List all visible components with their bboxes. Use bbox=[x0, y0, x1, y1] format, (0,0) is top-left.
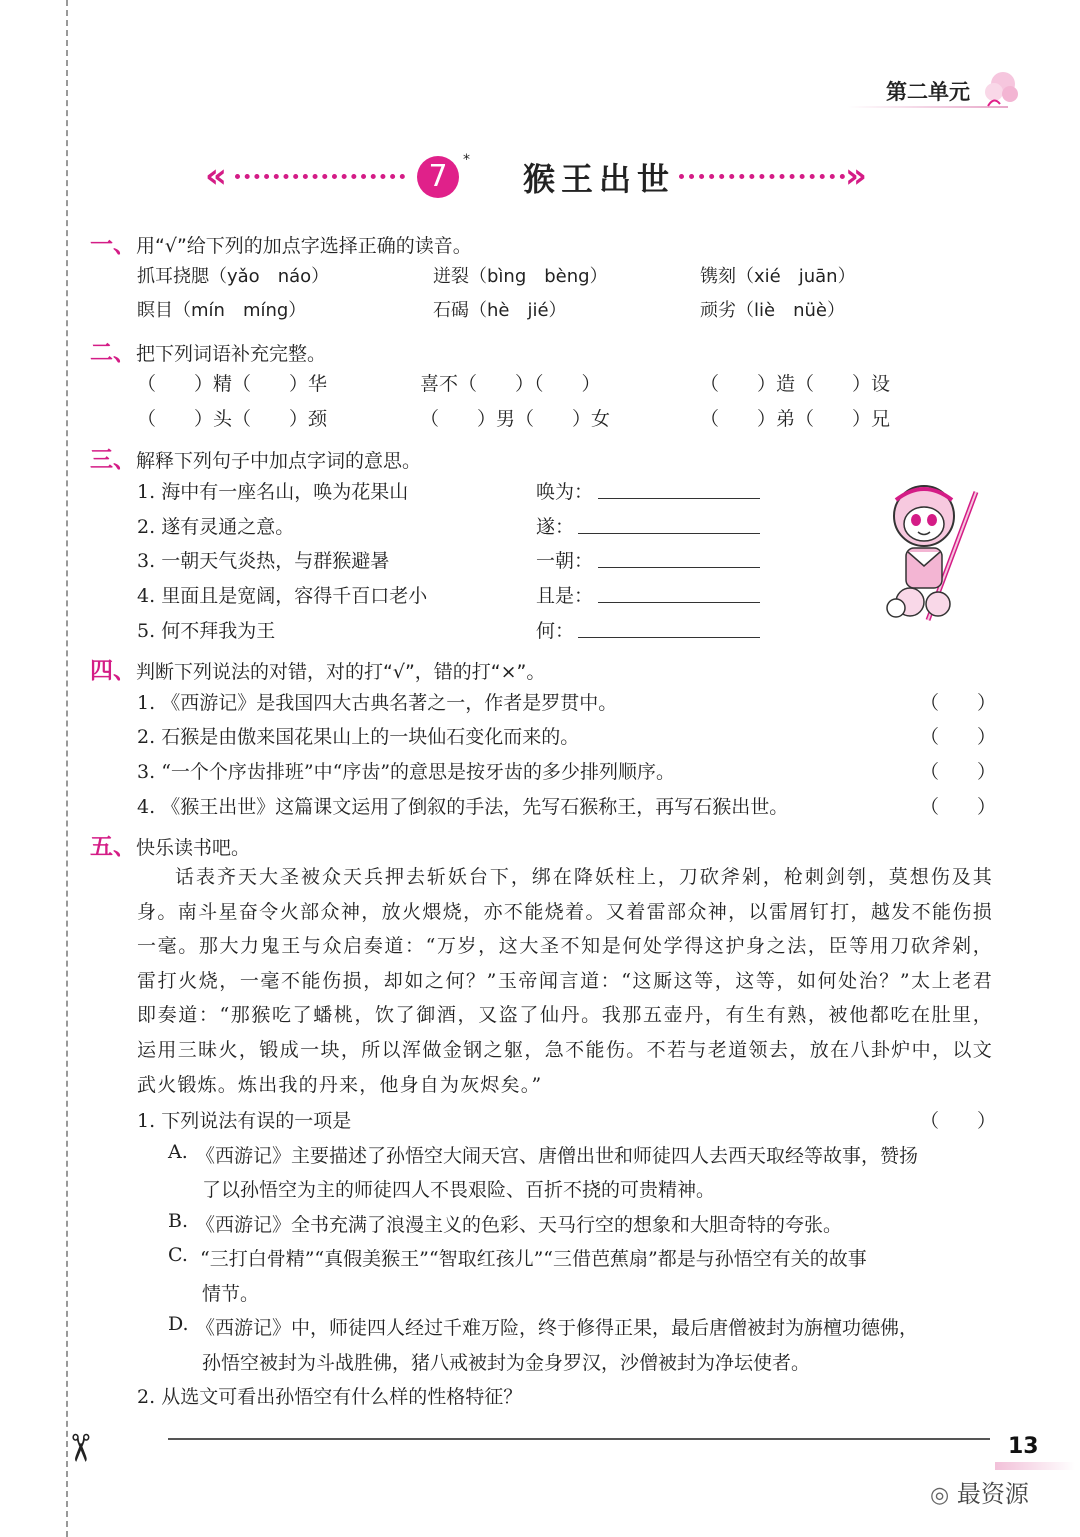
fill-blank-item: （ ）男（ ）女 bbox=[420, 408, 611, 430]
sentence-item: 1. 海中有一座名山，唤为花果山 bbox=[137, 481, 409, 503]
answer-label: 何： bbox=[536, 620, 575, 642]
option-a-text: 《西游记》主要描述了孙悟空大闹天宫、唐僧出世和师徒四人去西天取经等故事，赞扬 bbox=[196, 1145, 919, 1167]
question-2: 2. 从选文可看出孙悟空有什么样的性格特征？ bbox=[137, 1386, 523, 1408]
answer-line[interactable] bbox=[578, 617, 760, 638]
pinyin-item: 石碣（hè jié） bbox=[433, 300, 567, 321]
answer-label: 唤为： bbox=[536, 481, 594, 503]
watermark-text: 最资源 bbox=[956, 1480, 1029, 1508]
answer-line[interactable] bbox=[598, 582, 760, 603]
fill-blank-item: （ ）弟（ ）兄 bbox=[700, 408, 891, 430]
judgement-item: 2. 石猴是由傲来国花果山上的一块仙石变化而来的。 bbox=[137, 726, 580, 748]
chevron-left-icon: « bbox=[205, 156, 227, 196]
answer-paren[interactable]: （ ） bbox=[920, 761, 997, 783]
flower-decoration-icon bbox=[980, 66, 1026, 112]
section-3-heading: 三、解释下列句子中加点字词的意思。 bbox=[90, 447, 422, 473]
question-1: 1. 下列说法有误的一项是 bbox=[137, 1110, 352, 1132]
option-d-label: D. bbox=[168, 1313, 189, 1335]
answer-paren[interactable]: （ ） bbox=[920, 1110, 997, 1132]
option-c-label: C. bbox=[168, 1244, 188, 1266]
lesson-title-row bbox=[205, 150, 885, 206]
pinyin-item: 抓耳挠腮（yǎo náo） bbox=[137, 266, 330, 287]
section-5-heading: 五、快乐读书吧。 bbox=[90, 834, 251, 860]
sentence-item: 4. 里面且是宽阔，容得千百口老小 bbox=[137, 585, 428, 607]
dotted-rule bbox=[679, 174, 845, 183]
fill-blank-item: （ ）造（ ）设 bbox=[700, 373, 891, 395]
option-d-text: 《西游记》中，师徒四人经过千难万险，终于修得正果，最后唐僧被封为旃檀功德佛， bbox=[196, 1317, 919, 1339]
answer-line[interactable] bbox=[598, 547, 760, 568]
judgement-item: 4. 《猴王出世》这篇课文运用了倒叙的手法，先写石猴称王，再写石猴出世。 bbox=[137, 796, 789, 818]
monkey-king-illustration bbox=[880, 470, 990, 630]
dotted-rule bbox=[235, 174, 405, 183]
answer-line[interactable] bbox=[578, 513, 760, 534]
answer-paren[interactable]: （ ） bbox=[920, 726, 997, 748]
section-4-heading: 四、判断下列说法的对错，对的打“√”，错的打“×”。 bbox=[90, 658, 546, 684]
answer-line[interactable] bbox=[168, 1438, 990, 1440]
answer-label: 一朝： bbox=[536, 550, 594, 572]
cut-line bbox=[66, 0, 68, 1537]
option-c-text: “三打白骨精”“真假美猴王”“智取红孩儿”“三借芭蕉扇”都是与孙悟空有关的故事 bbox=[200, 1248, 867, 1270]
lesson-star: * bbox=[463, 152, 470, 168]
wechat-icon: ◎ bbox=[930, 1483, 950, 1508]
sentence-item: 5. 何不拜我为王 bbox=[137, 620, 276, 642]
sentence-item: 3. 一朝天气炎热，与群猴避暑 bbox=[137, 550, 390, 572]
fill-blank-item: （ ）精（ ）华 bbox=[137, 373, 328, 395]
chevron-right-icon: » bbox=[845, 156, 867, 196]
scissors-icon: ✂ bbox=[57, 1432, 102, 1464]
lesson-number: 7 bbox=[417, 156, 459, 198]
sentence-item: 2. 遂有灵通之意。 bbox=[137, 516, 295, 538]
watermark bbox=[930, 1474, 1029, 1509]
answer-line[interactable] bbox=[598, 478, 760, 499]
pinyin-item: 镌刻（xié juān） bbox=[700, 266, 856, 287]
section-1-heading: 一、用“√”给下列的加点字选择正确的读音。 bbox=[90, 232, 472, 258]
page-number: 13 bbox=[1008, 1434, 1039, 1459]
answer-paren[interactable]: （ ） bbox=[920, 796, 997, 818]
answer-label: 且是： bbox=[536, 585, 594, 607]
option-d-text: 孙悟空被封为斗战胜佛，猪八戒被封为金身罗汉，沙僧被封为净坛使者。 bbox=[202, 1352, 811, 1374]
section-2-heading: 二、把下列词语补充完整。 bbox=[90, 340, 327, 366]
lesson-title: 猴王出世 bbox=[523, 160, 676, 198]
pinyin-item: 顽劣（liè nüè） bbox=[700, 300, 845, 321]
option-c-text: 情节。 bbox=[202, 1283, 260, 1305]
option-b-text: 《西游记》全书充满了浪漫主义的色彩、天马行空的想象和大胆奇特的夸张。 bbox=[196, 1214, 843, 1236]
judgement-item: 1. 《西游记》是我国四大古典名著之一，作者是罗贯中。 bbox=[137, 692, 618, 714]
fill-blank-item: （ ）头（ ）颈 bbox=[137, 408, 328, 430]
unit-label: 第二单元 bbox=[886, 80, 970, 104]
judgement-item: 3. “一个个序齿排班”中“序齿”的意思是按牙齿的多少排列顺序。 bbox=[137, 761, 676, 783]
fill-blank-item: 喜不（ ）（ ） bbox=[420, 373, 601, 395]
option-a-text: 了以孙悟空为主的师徒四人不畏艰险、百折不挠的可贵精神。 bbox=[202, 1179, 716, 1201]
answer-paren[interactable]: （ ） bbox=[920, 692, 997, 714]
reading-passage: 话表齐天大圣被众天兵押去斩妖台下，绑在降妖柱上，刀砍斧剁，枪刺剑刳，莫想伤及其身。南斗星奋令火部众神，放火煨烧，亦不能烧着。又着雷部众神，以雷屑钉打，越发不能伤损一毫。那大力鬼王与众启奏道：“万岁，这大圣不知是何处学得这护身之法，臣等用刀砍斧剁，雷打火烧，一毫不能伤损，却如之何？”玉帝闻言道：“这厮这等，这等，如何处治？”太上老君即奏道：“那猴吃了蟠桃，饮了御酒，又盗了仙丹。我那五壶丹，有生有熟，被他都吃在肚里，运用三昧火，锻成一块，所以浑做金钢之躯，急不能伤。不若与老道领去，放在八卦炉中，以文武火锻炼。炼出我的丹来，他身自为灰烬矣。” bbox=[137, 866, 993, 1096]
page-number-bar bbox=[995, 1462, 1075, 1470]
option-a-label: A. bbox=[168, 1141, 188, 1163]
answer-label: 遂： bbox=[536, 516, 575, 538]
pinyin-item: 迸裂（bìng bèng） bbox=[433, 266, 608, 287]
option-b-label: B. bbox=[168, 1210, 189, 1232]
pinyin-item: 瞑目（mín míng） bbox=[137, 300, 307, 321]
